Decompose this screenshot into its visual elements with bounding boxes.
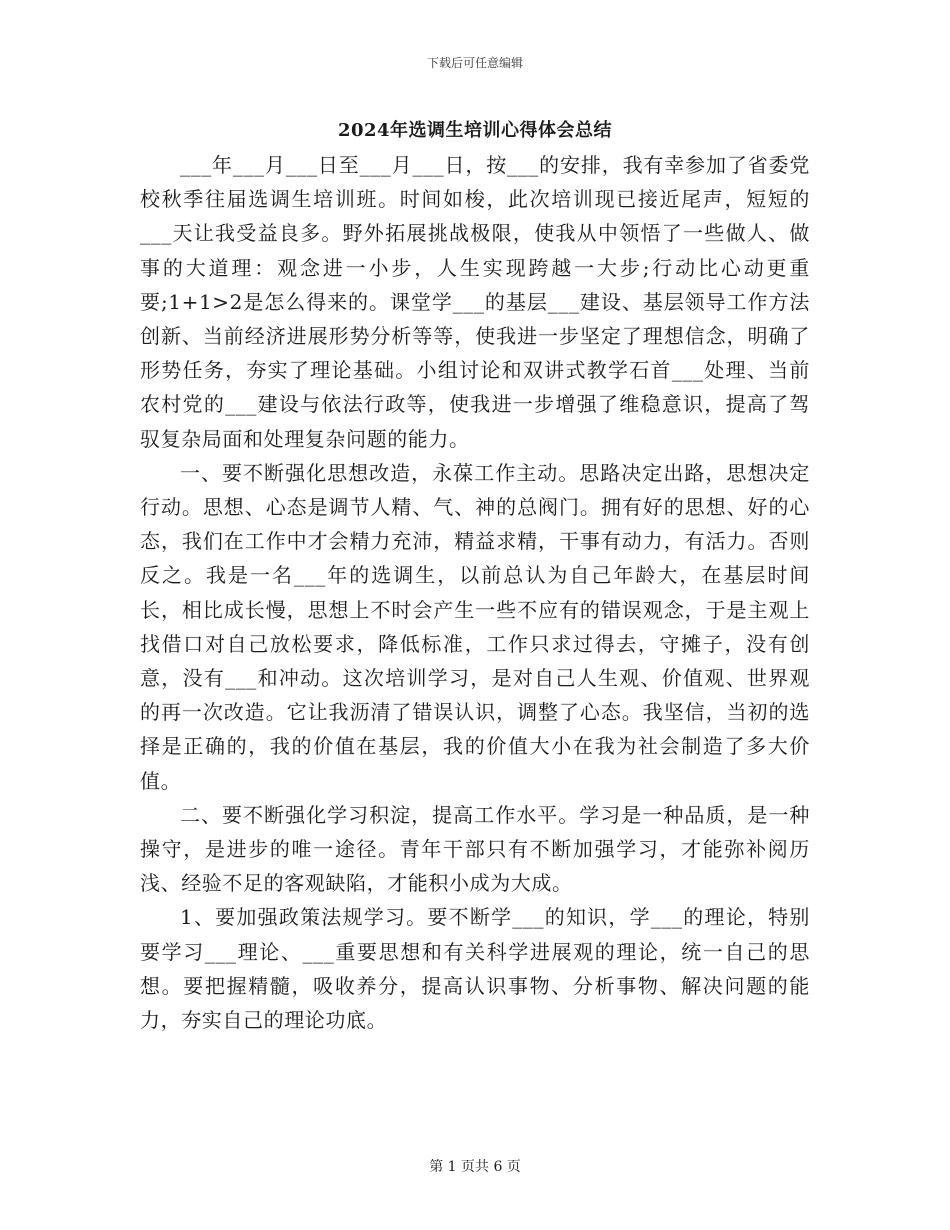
document-title: 2024年选调生培训心得体会总结 [337,120,613,141]
page-footer: 第 1 页共 6 页 [429,1159,521,1175]
body-paragraph-2: 一、要不断强化思想改造，永葆工作主动。思路决定出路，思想决定行动。思想、心态是调节人精、气、神的总阀门。拥有好的思想、好的心态，我们在工作中才会精力充沛，精益求精，干事有动力，有活力。否则反之。我是一名___年的选调生，以前总认为自己年龄大，在基层时间长，相比成长慢，思想上不时会产生一些不应有的错误观念，于是主观上找借口对自己放松要求，降低标准，工作只求过得去，守摊子，没有创意，没有___和冲动。这次培训学习，是对自己人生观、价值观、世界观的再一次改造。它让我沥清了错误认识，调整了心态。我坚信，当初的选择是正确的，我的价值在基层，我的价值大小在我为社会制造了多大价值。 [140,460,810,793]
document-body [140,148,810,1037]
body-paragraph-4: 1、要加强政策法规学习。要不断学___的知识，学___的理论，特别要学习___理论、___重要思想和有关科学进展观的理论，统一自己的思想。要把握精髓，吸收养分，提高认识事物、分析事物、解决问题的能力，夯实自己的理论功底。 [140,905,810,1033]
body-paragraph-3: 二、要不断强化学习积淀，提高工作水平。学习是一种品质，是一种操守，是进步的唯一途径。青年干部只有不断加强学习，才能弥补阅历浅、经验不足的客观缺陷，才能积小成为大成。 [140,802,810,896]
header-note: 下载后可任意编辑 [426,56,523,70]
body-paragraph-1: ___年___月___日至___月___日，按___的安排，我有幸参加了省委党校秋季往届选调生培训班。时间如梭，此次培训现已接近尾声，短短的___天让我受益良多。野外拓展挑战极限，使我从中领悟了一些做人、做事的大道理：观念进一小步，人生实现跨越一大步;行动比心动更重要;1+1>2是怎么得来的。课堂学___的基层___建设、基层领导工作方法创新、当前经济进展形势分析等等，使我进一步坚定了理想信念，明确了形势任务，夯实了理论基础。小组讨论和双讲式教学石首___处理、当前农村党的___建设与依法行政等，使我进一步增强了维稳意识，提高了驾驭复杂局面和处理复杂问题的能力。 [140,153,810,451]
